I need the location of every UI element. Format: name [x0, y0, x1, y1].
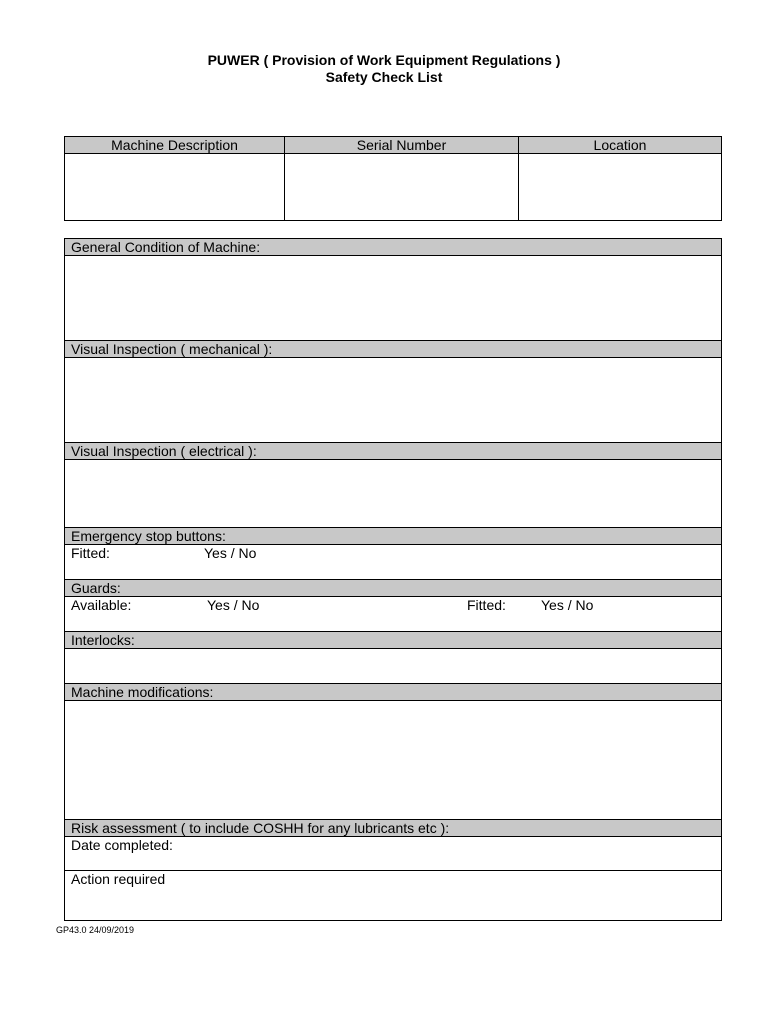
emergency-fitted-label: Fitted: [71, 545, 110, 561]
form-subtitle: Safety Check List [325, 69, 443, 85]
emergency-stop-row [65, 545, 721, 580]
location-header: Location [518, 137, 721, 154]
interlocks-header: Interlocks: [65, 632, 721, 649]
emergency-fitted-yes-no[interactable]: Yes / No [204, 545, 257, 561]
location-field[interactable] [518, 154, 721, 220]
guards-fitted-yes-no[interactable]: Yes / No [541, 597, 594, 613]
serial-number-field[interactable] [284, 154, 518, 220]
machine-modifications-header: Machine modifications: [65, 684, 721, 701]
guards-row [65, 597, 721, 632]
action-required-row[interactable] [65, 871, 721, 920]
visual-electrical-header: Visual Inspection ( electrical ): [65, 443, 721, 460]
document-reference: GP43.0 24/09/2019 [56, 925, 135, 935]
date-completed-label: Date completed: [71, 837, 173, 853]
risk-assessment-header: Risk assessment ( to include COSHH for any lubricants etc ): [65, 820, 721, 837]
machine-info-table [64, 136, 722, 221]
guards-header: Guards: [65, 580, 721, 597]
machine-description-field[interactable] [65, 154, 284, 220]
guards-available-label: Available: [71, 597, 132, 613]
guards-available-yes-no[interactable]: Yes / No [207, 597, 260, 613]
form-title: PUWER ( Provision of Work Equipment Regulations ) [207, 52, 561, 68]
general-condition-header: General Condition of Machine: [65, 239, 721, 256]
emergency-stop-header: Emergency stop buttons: [65, 528, 721, 545]
interlocks-field[interactable] [65, 649, 721, 684]
guards-fitted-label: Fitted: [467, 597, 506, 613]
visual-mechanical-field[interactable] [65, 358, 721, 443]
date-completed-row[interactable] [65, 837, 721, 871]
serial-number-header: Serial Number [284, 137, 518, 154]
visual-mechanical-header: Visual Inspection ( mechanical ): [65, 341, 721, 358]
visual-electrical-field[interactable] [65, 460, 721, 528]
machine-modifications-field[interactable] [65, 701, 721, 820]
general-condition-field[interactable] [65, 256, 721, 341]
action-required-label: Action required [71, 871, 166, 887]
machine-description-header: Machine Description [65, 137, 284, 154]
checklist-table [64, 238, 722, 921]
